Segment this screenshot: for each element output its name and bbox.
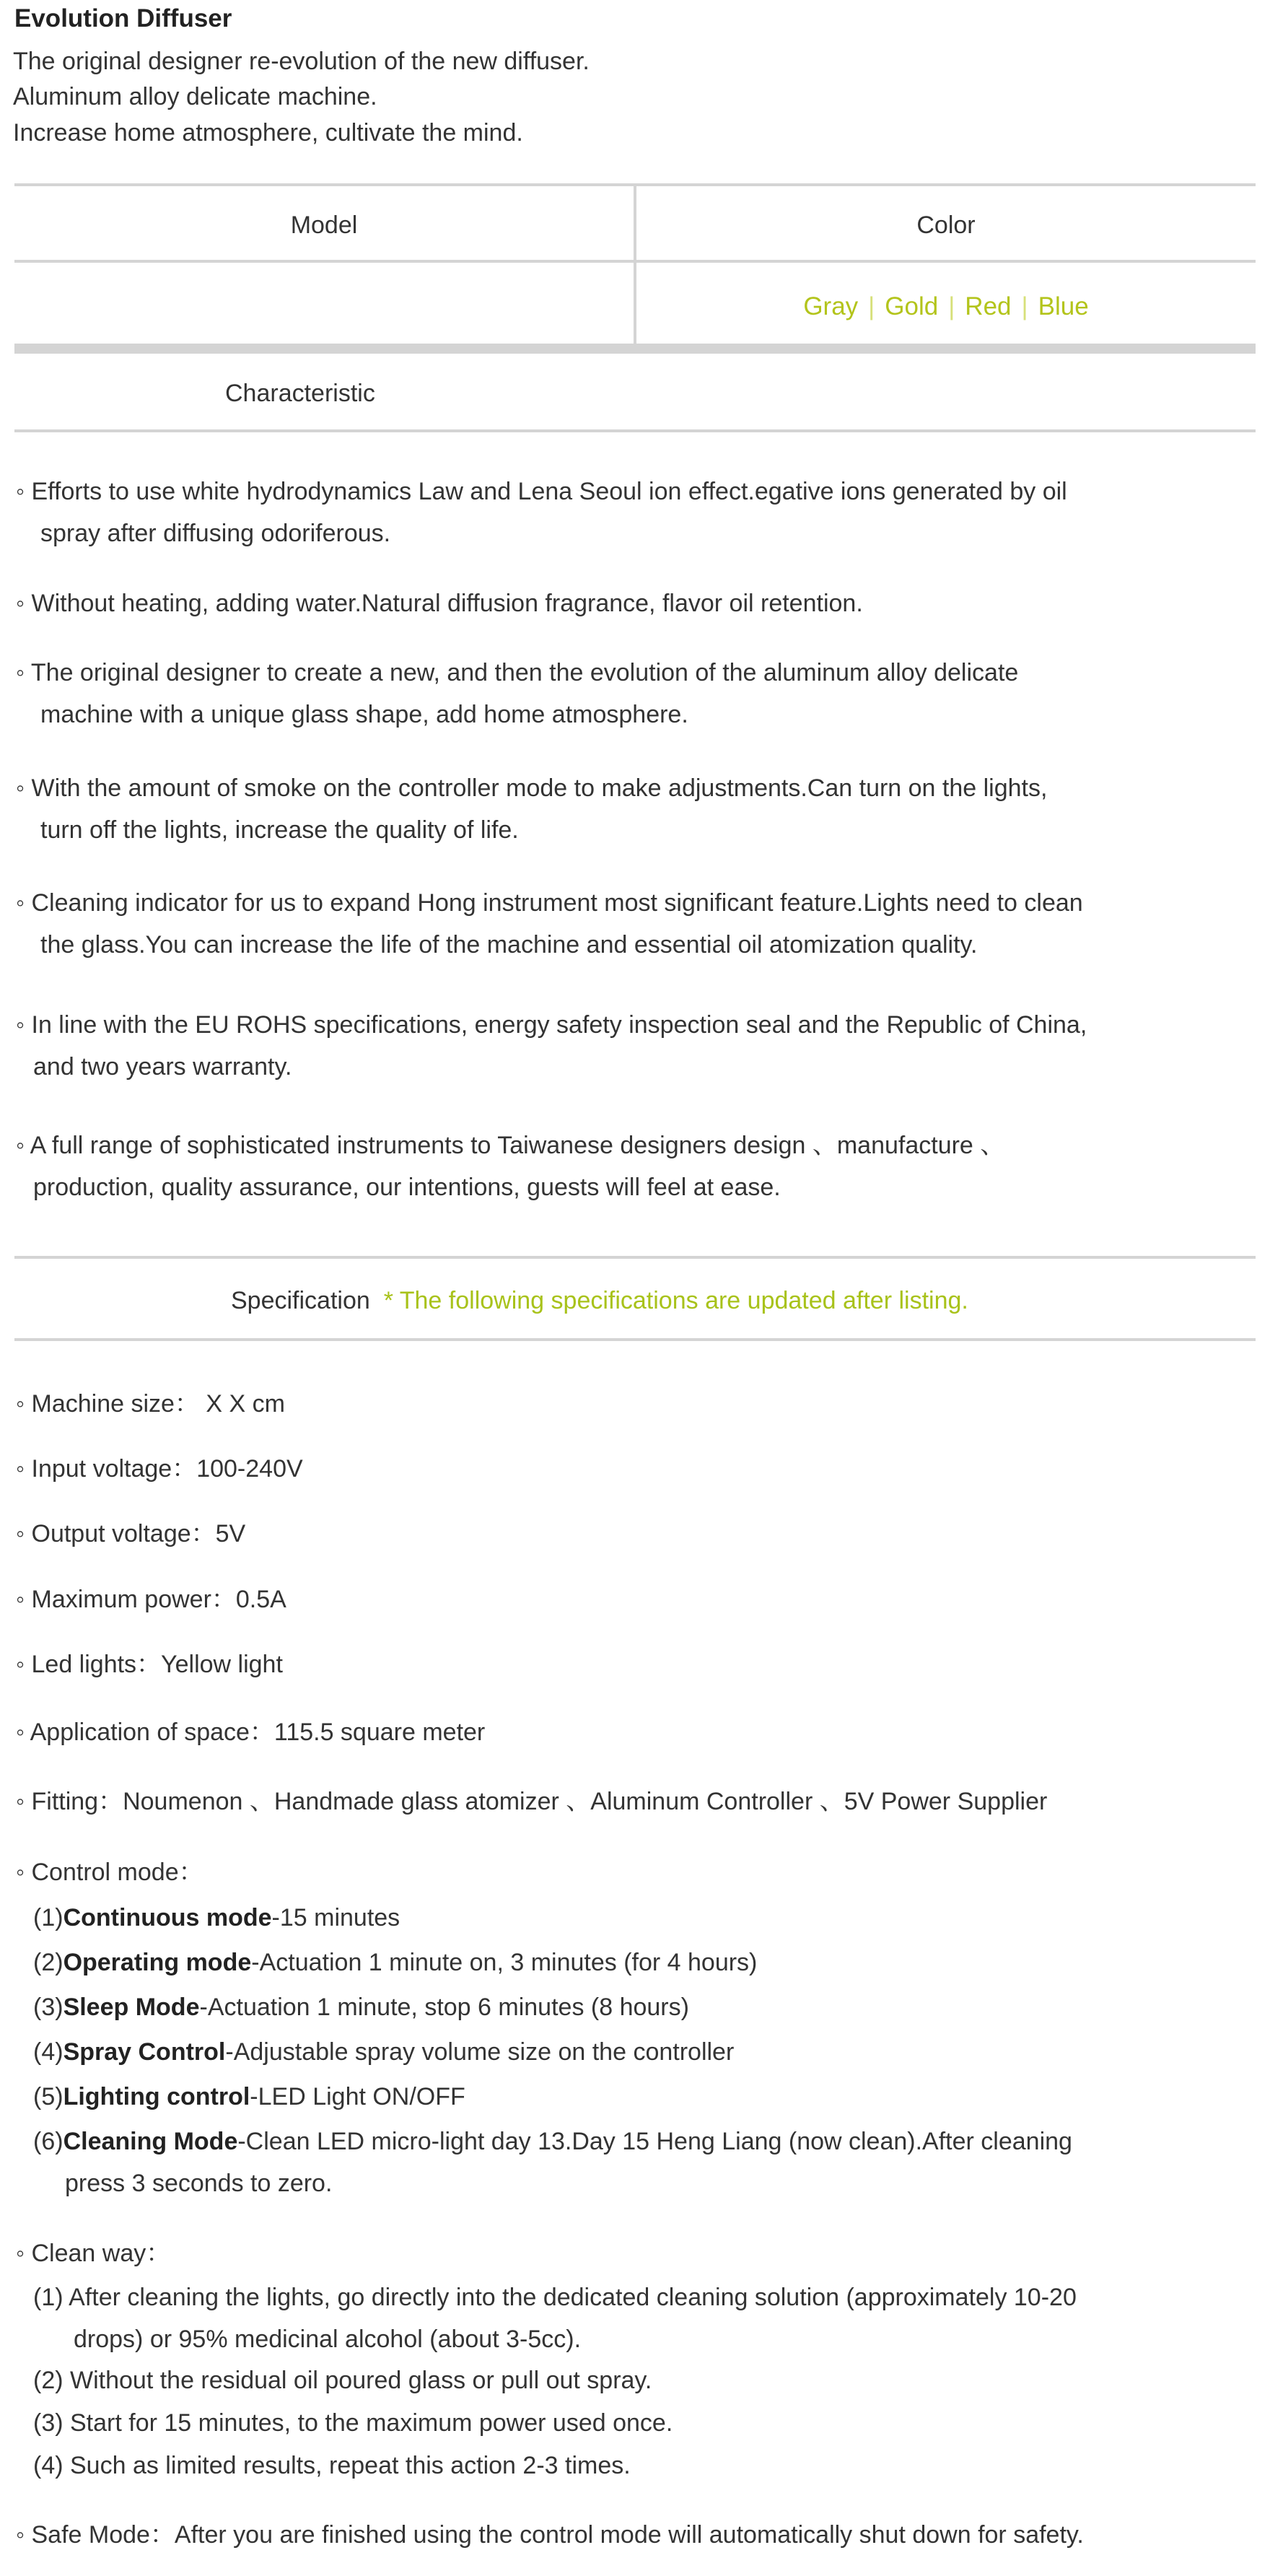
divider <box>14 429 1256 432</box>
control-mode-item: (5)Lighting control-LED Light ON/OFF <box>33 2083 465 2110</box>
characteristic-item: ◦ Cleaning indicator for us to expand Hong instrument most significant feature.Lights need to clean the glass.You can increase the life of the machine and essential oil atomization quality. <box>16 889 1083 959</box>
clean-way-step: (4) Such as limited results, repeat this action 2-3 times. <box>33 2452 631 2479</box>
clean-way-step: (1) After cleaning the lights, go directly into the dedicated cleaning solution (approximately 10-20 drops) or 95% medicinal alcohol (about 3-5cc). <box>33 2284 1077 2353</box>
specification-note: * The following specifications are updated after listing. <box>383 1287 968 1314</box>
spec-item: ◦ Application of space：115.5 square meter <box>16 1719 486 1746</box>
spec-item: ◦ Fitting：Noumenon 、Handmade glass atomizer 、Aluminum Controller 、5V Power Supplier <box>16 1788 1048 1815</box>
intro-line: Aluminum alloy delicate machine. <box>13 83 377 110</box>
divider <box>14 1338 1256 1341</box>
spec-item: ◦ Output voltage：5V <box>16 1520 246 1547</box>
page-title: Evolution Diffuser <box>14 4 232 32</box>
characteristic-item: ◦ Efforts to use white hydrodynamics Law and Lena Seoul ion effect.egative ions generated by oil spray after diffusing odoriferous. <box>16 478 1067 547</box>
color-red: Red <box>965 292 1012 320</box>
safe-mode-item: ◦ Safe Mode：After you are finished using the control mode will automatically shut down for safety. <box>16 2521 1084 2549</box>
spec-item: ◦ Maximum power：0.5A <box>16 1586 286 1613</box>
characteristic-item: ◦ A full range of sophisticated instruments to Taiwanese designers design 、manufacture 、 production, quality assurance, our intentions, guests will feel at ease. <box>16 1132 1005 1201</box>
clean-way-step: (3) Start for 15 minutes, to the maximum power used once. <box>33 2409 673 2437</box>
clean-way-label: ◦ Clean way： <box>16 2240 171 2267</box>
spec-item: ◦ Input voltage：100-240V <box>16 1455 303 1483</box>
separator: | <box>868 292 875 320</box>
characteristic-item: ◦ In line with the EU ROHS specifications, energy safety inspection seal and the Republic of China, and two years warranty. <box>16 1011 1087 1080</box>
color-header: Color <box>916 211 976 239</box>
intro-line: The original designer re-evolution of the new diffuser. <box>13 48 590 75</box>
characteristic-header: Characteristic <box>225 380 375 407</box>
characteristic-item: ◦ Without heating, adding water.Natural diffusion fragrance, flavor oil retention. <box>16 590 863 617</box>
model-header: Model <box>290 211 358 239</box>
separator: | <box>1021 292 1028 320</box>
divider <box>14 1256 1256 1259</box>
spec-item: ◦ Led lights：Yellow light <box>16 1651 283 1678</box>
color-gray: Gray <box>803 292 859 320</box>
control-mode-item: (6)Cleaning Mode-Clean LED micro-light day 13.Day 15 Heng Liang (now clean).After cleaning press 3 seconds to zero. <box>33 2128 1072 2197</box>
spec-item: ◦ Machine size： X X cm <box>16 1390 285 1418</box>
color-options <box>636 289 1256 324</box>
characteristic-item: ◦ With the amount of smoke on the controller mode to make adjustments.Can turn on the lights, turn off the lights, increase the quality of life. <box>16 774 1048 844</box>
control-mode-label: ◦ Control mode： <box>16 1859 203 1886</box>
specification-title: Specification <box>231 1287 370 1314</box>
control-mode-item: (4)Spray Control-Adjustable spray volume size on the controller <box>33 2038 735 2066</box>
clean-way-step: (2) Without the residual oil poured glass or pull out spray. <box>33 2367 652 2394</box>
control-mode-item: (3)Sleep Mode-Actuation 1 minute, stop 6 minutes (8 hours) <box>33 1994 689 2021</box>
intro-line: Increase home atmosphere, cultivate the mind. <box>13 119 523 147</box>
color-blue: Blue <box>1038 292 1089 320</box>
control-mode-item: (2)Operating mode-Actuation 1 minute on, 3 minutes (for 4 hours) <box>33 1949 758 1976</box>
control-mode-item: (1)Continuous mode-15 minutes <box>33 1904 400 1931</box>
divider <box>14 260 1256 263</box>
characteristic-item: ◦ The original designer to create a new, and then the evolution of the aluminum alloy delicate machine with a unique glass shape, add home atmosphere. <box>16 659 1019 728</box>
divider-thick <box>14 344 1256 354</box>
separator: | <box>948 292 955 320</box>
color-gold: Gold <box>885 292 939 320</box>
specification-header <box>231 1285 968 1317</box>
